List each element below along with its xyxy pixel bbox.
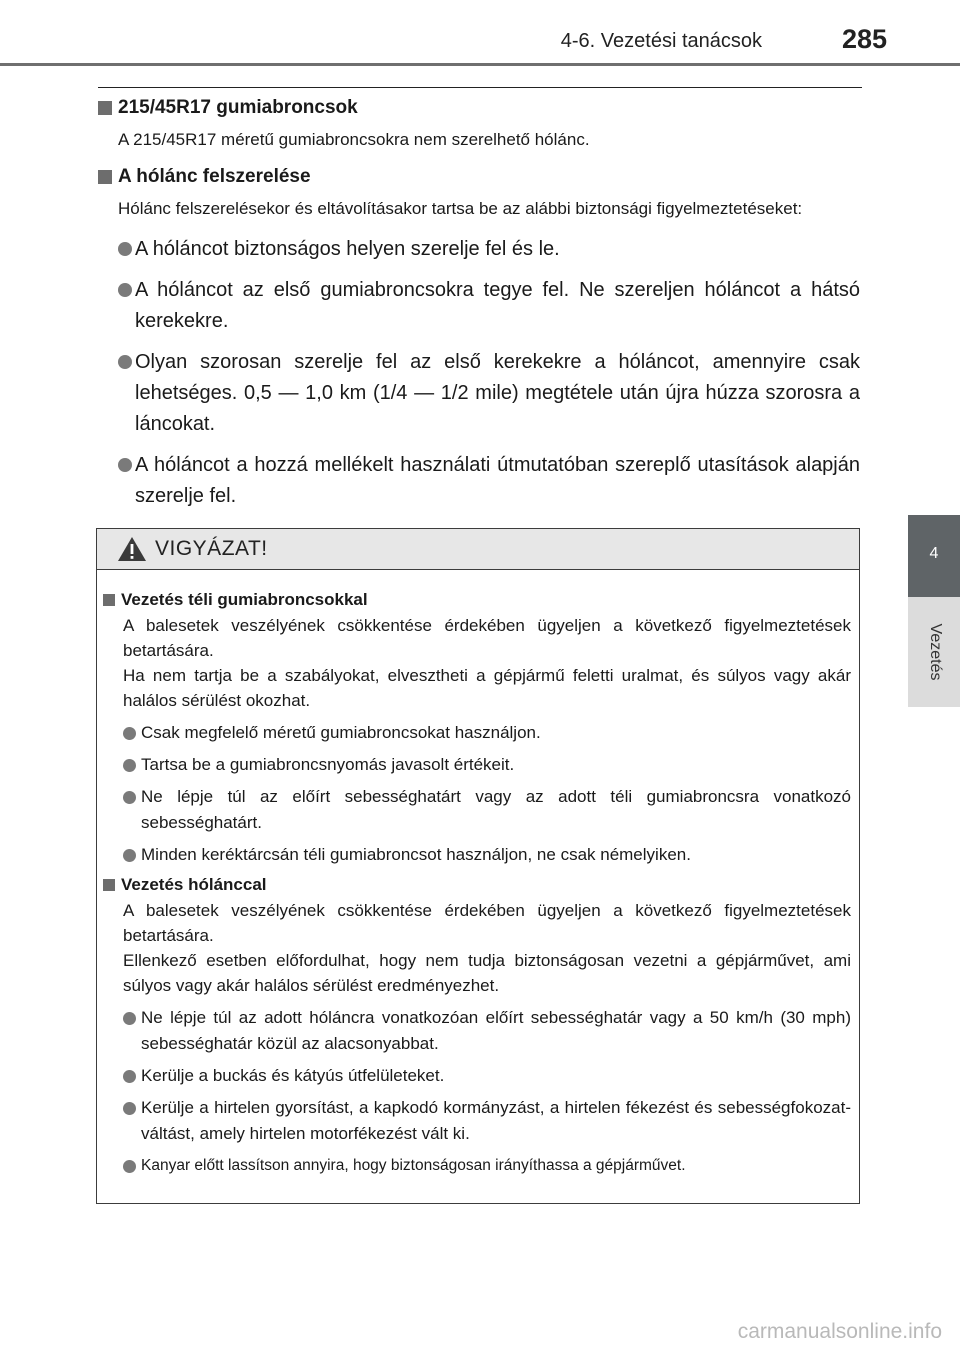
list-item: Ne lépje túl az adott hóláncra vonatkozóan előírt sebességhatár vagy a 50 km/h (30 mph) sebességhatár közül az alacsonyabbat. [123,1005,851,1057]
list-item: Kerülje a buckás és kátyús útfelületeket. [123,1063,851,1089]
square-bullet-icon [103,879,115,891]
section-title: 4-6. Vezetési tanácsok [560,30,762,52]
list-item: Minden keréktárcsán téli gumiabroncsot használjon, ne csak némelyiken. [123,842,851,868]
warning-heading: Vezetés téli gumiabroncsokkal [103,589,851,611]
warning-body [103,589,851,1185]
content-top-divider [98,87,862,88]
round-bullet-icon [123,791,136,804]
list-item: Olyan szorosan szerelje fel az első kerekekre a hóláncot, amennyire csak lehetséges. 0,5 — 1,0 km (1/4 — 1/2 mile) megtétele után újra húzza szorosra a láncokat. [118,347,860,440]
round-bullet-icon [118,283,132,297]
list-item: Csak megfelelő méretű gumiabroncsokat használjon. [123,720,851,746]
warning-heading: Vezetés hólánccal [103,874,851,896]
chapter-number: 4 [929,545,939,562]
warning-triangle-icon [117,536,147,567]
footer-watermark: carmanualsonline.info [737,1320,942,1343]
list-item: A hóláncot a hozzá mellékelt használati útmutatóban szereplő utasítások alapján szerelje fel. [118,450,860,512]
round-bullet-icon [123,1012,136,1025]
header-divider [0,63,960,66]
chapter-label-band [908,597,960,707]
square-bullet-icon [98,170,112,184]
section-heading: 215/45R17 gumiabroncsok [98,96,860,120]
warning-text: A balesetek veszélyének csökkentése érdekében ügyeljen a következő figyelmeztetések betartására. Ha nem tartja be a szabályokat, elvesztheti a gépjármű feletti uralmat, és súlyos vagy akár halálos sérülést okozhat. [123,616,851,710]
warning-group-snow-chains [103,874,851,1179]
round-bullet-icon [118,242,132,256]
section-text: A 215/45R17 méretű gumiabroncsokra nem szerelhető hólánc. [118,130,590,149]
warning-title: VIGYÁZAT! [155,537,268,560]
warning-group-winter-tires [103,589,851,868]
section-heading: A hólánc felszerelése [98,165,860,189]
list-item: Kanyar előtt lassítson annyira, hogy biztonságosan irányíthassa a gépjárművet. [123,1153,851,1179]
round-bullet-icon [118,458,132,472]
round-bullet-icon [123,1160,136,1173]
round-bullet-icon [123,759,136,772]
chapter-tab[interactable] [908,515,960,597]
round-bullet-icon [123,1102,136,1115]
section-snow-chain-install [98,165,860,512]
square-bullet-icon [98,101,112,115]
round-bullet-icon [118,355,132,369]
list-item: Kerülje a hirtelen gyorsítást, a kapkodó kormányzást, a hirtelen fékezést és sebességfokozat-váltást, amely hirtelen motorfékezést vált ki. [123,1095,851,1147]
list-item: Tartsa be a gumiabroncsnyomás javasolt értékeit. [123,752,851,778]
chapter-label: Vezetés [927,623,944,681]
warning-header [97,529,859,570]
list-item: Ne lépje túl az előírt sebességhatárt vagy az adott téli gumiabroncsra vonatkozó sebességhatárt. [123,784,851,836]
section-text: Hólánc felszerelésekor és eltávolításakor tartsa be az alábbi biztonsági figyelmeztetéseket: [118,199,803,218]
main-content [98,96,860,522]
square-bullet-icon [103,594,115,606]
list-item: A hóláncot biztonságos helyen szerelje fel és le. [118,234,860,265]
page-number: 285 [842,24,888,54]
round-bullet-icon [123,727,136,740]
warning-box [96,528,860,1204]
section-tire-size [98,96,860,153]
list-item: A hóláncot az első gumiabroncsokra tegye fel. Ne szereljen hóláncot a hátsó kerekekre. [118,275,860,337]
round-bullet-icon [123,1070,136,1083]
warning-text: A balesetek veszélyének csökkentése érdekében ügyeljen a következő figyelmeztetések betartására. Ellenkező esetben előfordulhat, hogy nem tudja biztonságosan vezetni a gépjárművet, ami súlyos vagy akár halálos sérülést eredményezhet. [123,901,851,995]
round-bullet-icon [123,849,136,862]
